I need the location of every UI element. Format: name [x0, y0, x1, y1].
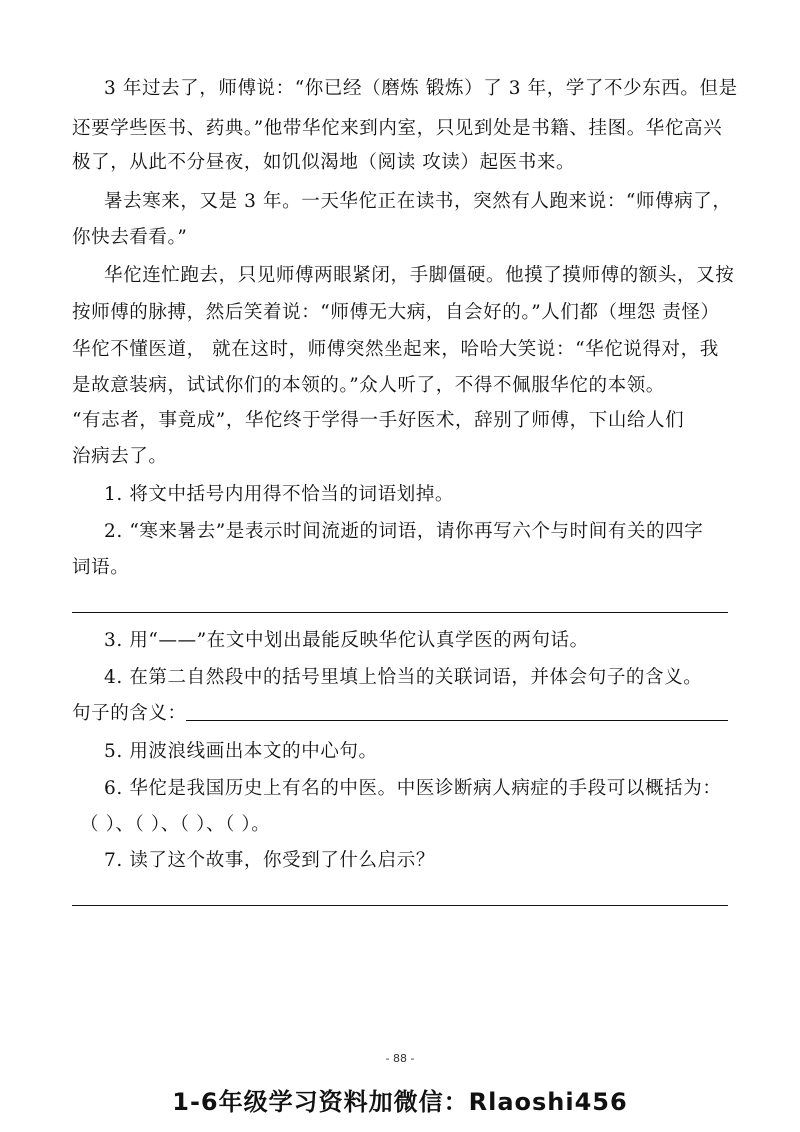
- question-5: 5. 用波浪线画出本文的中心句。: [104, 741, 378, 762]
- passage-line: “有志者，事竟成”，华佗终于学得一手好医术，辞别了师傅，下山给人们: [72, 410, 685, 431]
- answer-line-q2[interactable]: [72, 612, 728, 613]
- footer-banner: 1-6年级学习资料加微信：Rlaoshi456: [172, 1088, 628, 1116]
- question-4-label: 句子的含义：: [72, 703, 187, 724]
- passage-line: 你快去看看。”: [72, 227, 188, 248]
- passage-line: 暑去寒来，又是 3 年。一天华佗正在读书，突然有人跑来说：“师傅病了，: [104, 191, 732, 212]
- answer-line-q7[interactable]: [72, 905, 728, 906]
- question-7: 7. 读了这个故事，你受到了什么启示？: [104, 850, 435, 871]
- page-number: - 88 -: [385, 1052, 415, 1065]
- passage-line: 华佗不懂医道， 就在这时，师傅突然坐起来，哈哈大笑说：“华佗说得对，我: [72, 339, 719, 360]
- question-6: 6. 华佗是我国历史上有名的中医。中医诊断病人病症的手段可以概括为：: [104, 778, 722, 799]
- passage-line: 极了，从此不分昼夜，如饥似渴地（阅读 攻读）起医书来。: [72, 152, 576, 173]
- question-6-blanks[interactable]: （ ）、（ ）、（ ）、（ ）。: [80, 814, 271, 835]
- passage-line: 3 年过去了，师傅说：“你已经（磨炼 锻炼）了 3 年，学了不少东西。但是: [104, 78, 738, 99]
- passage-line: 还要学些医书、药典。”他带华佗来到内室，只见到处是书籍、挂图。华佗高兴: [72, 118, 723, 139]
- question-2: 2. “寒来暑去”是表示时间流逝的词语，请你再写六个与时间有关的四字: [104, 521, 704, 542]
- passage-line: 治病去了。: [72, 446, 168, 467]
- answer-line-q4[interactable]: [186, 720, 728, 721]
- passage-line: 华佗连忙跑去，只见师傅两眼紧闭，手脚僵硬。他摸了摸师傅的额头，又按: [104, 265, 735, 286]
- question-4: 4. 在第二自然段中的括号里填上恰当的关联词语，并体会句子的含义。: [104, 667, 703, 688]
- question-2-continued: 词语。: [72, 557, 130, 578]
- question-3: 3. 用“——”在文中划出最能反映华佗认真学医的两句话。: [104, 630, 589, 651]
- passage-line: 按师傅的脉搏，然后笑着说：“师傅无大病，自会好的。”人们都（埋怨 责怪）: [72, 302, 720, 323]
- passage-line: 是故意装病，试试你们的本领的。”众人听了，不得不佩服华佗的本领。: [72, 375, 665, 396]
- question-1: 1. 将文中括号内用得不恰当的词语划掉。: [104, 484, 455, 505]
